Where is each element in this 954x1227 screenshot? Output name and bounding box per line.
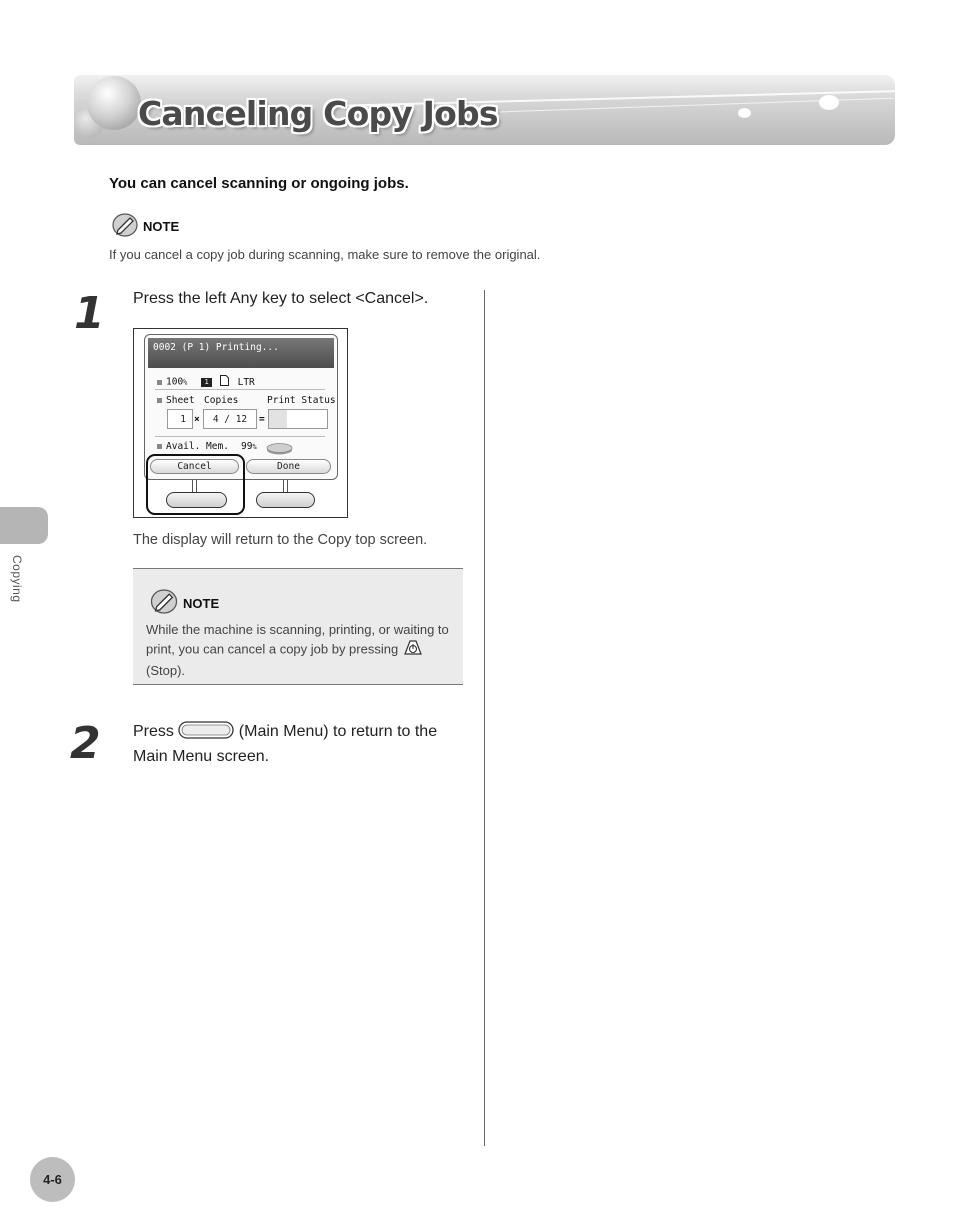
lcd-zoom-row	[157, 375, 255, 389]
decorative-dot	[738, 108, 751, 118]
lcd-print-status-box	[268, 409, 328, 429]
lcd-avail-mem-value: 99	[241, 441, 253, 452]
cancel-key-highlight	[146, 454, 245, 515]
step-instruction	[133, 721, 468, 768]
memory-disc-icon	[266, 442, 293, 460]
note-pencil-icon	[112, 213, 138, 240]
note-heading	[150, 589, 219, 617]
lcd-print-status-label: Print Status	[267, 395, 336, 406]
lcd-avail-mem-label: Avail. Mem.	[166, 441, 229, 452]
lcd-copies-label: Copies	[204, 395, 239, 406]
lcd-sheet-label: Sheet	[166, 395, 195, 406]
stop-key-icon	[403, 639, 423, 661]
step-text-after: (Main Menu) to return to the Main Menu screen.	[133, 723, 438, 765]
lcd-divider	[155, 436, 325, 437]
lcd-divider	[155, 389, 325, 390]
lcd-cancel-softkey: Cancel	[150, 459, 239, 474]
note-label: NOTE	[183, 595, 220, 611]
bullet-icon	[157, 398, 162, 403]
note-text-before: While the machine is scanning, printing, or waiting to print, you can cancel a copy job by pressing	[146, 622, 449, 657]
paper-icon	[220, 375, 229, 389]
bullet-icon	[157, 444, 162, 449]
lcd-title: 0002 (P 1) Printing...	[148, 338, 334, 368]
lcd-times-sign: ×	[194, 414, 200, 425]
page-title: Canceling Copy Jobs	[138, 94, 498, 133]
lcd-paper-count: 1	[201, 378, 212, 387]
lcd-zoom: 100	[166, 376, 184, 388]
step-number: 1	[74, 288, 103, 339]
step-text-before: Press	[133, 723, 179, 740]
intro-text: You can cancel scanning or ongoing jobs.	[109, 175, 409, 192]
note-text: If you cancel a copy job during scanning, make sure to remove the original.	[109, 247, 541, 262]
lcd-sheet-value: 1	[167, 409, 193, 429]
page-number	[30, 1157, 75, 1202]
lcd-avail-mem-row	[157, 441, 229, 452]
lcd-sheet-row	[157, 395, 195, 406]
step-instruction: Press the left Any key to select <Cancel>.	[133, 290, 429, 307]
lcd-equals-sign: =	[259, 414, 265, 425]
note-text-after: (Stop).	[146, 663, 186, 678]
lcd-paper-size: LTR	[237, 376, 255, 388]
decorative-sphere	[87, 76, 141, 130]
decorative-dot	[819, 95, 839, 110]
note-label: NOTE	[143, 219, 180, 234]
step-number: 2	[70, 718, 99, 769]
main-menu-key-icon	[178, 721, 234, 746]
bullet-icon	[157, 380, 162, 385]
column-divider	[484, 290, 485, 1146]
note-pencil-icon	[150, 589, 178, 617]
note-heading	[112, 213, 179, 240]
chapter-label: Copying	[10, 555, 24, 603]
page-number-text: 4-6	[43, 1172, 62, 1187]
lcd-copies-value: 4 / 12	[203, 409, 257, 429]
lcd-zoom-unit: %	[183, 378, 188, 387]
step-result: The display will return to the Copy top screen.	[133, 532, 428, 548]
note-text	[146, 620, 451, 680]
lcd-status-fill	[269, 410, 287, 428]
lcd-done-softkey: Done	[246, 459, 331, 474]
lcd-avail-mem-value-row	[241, 441, 257, 452]
right-any-key	[256, 492, 315, 508]
chapter-tab	[0, 507, 48, 544]
key-stem	[283, 480, 288, 492]
lcd-avail-mem-unit: %	[252, 443, 257, 451]
